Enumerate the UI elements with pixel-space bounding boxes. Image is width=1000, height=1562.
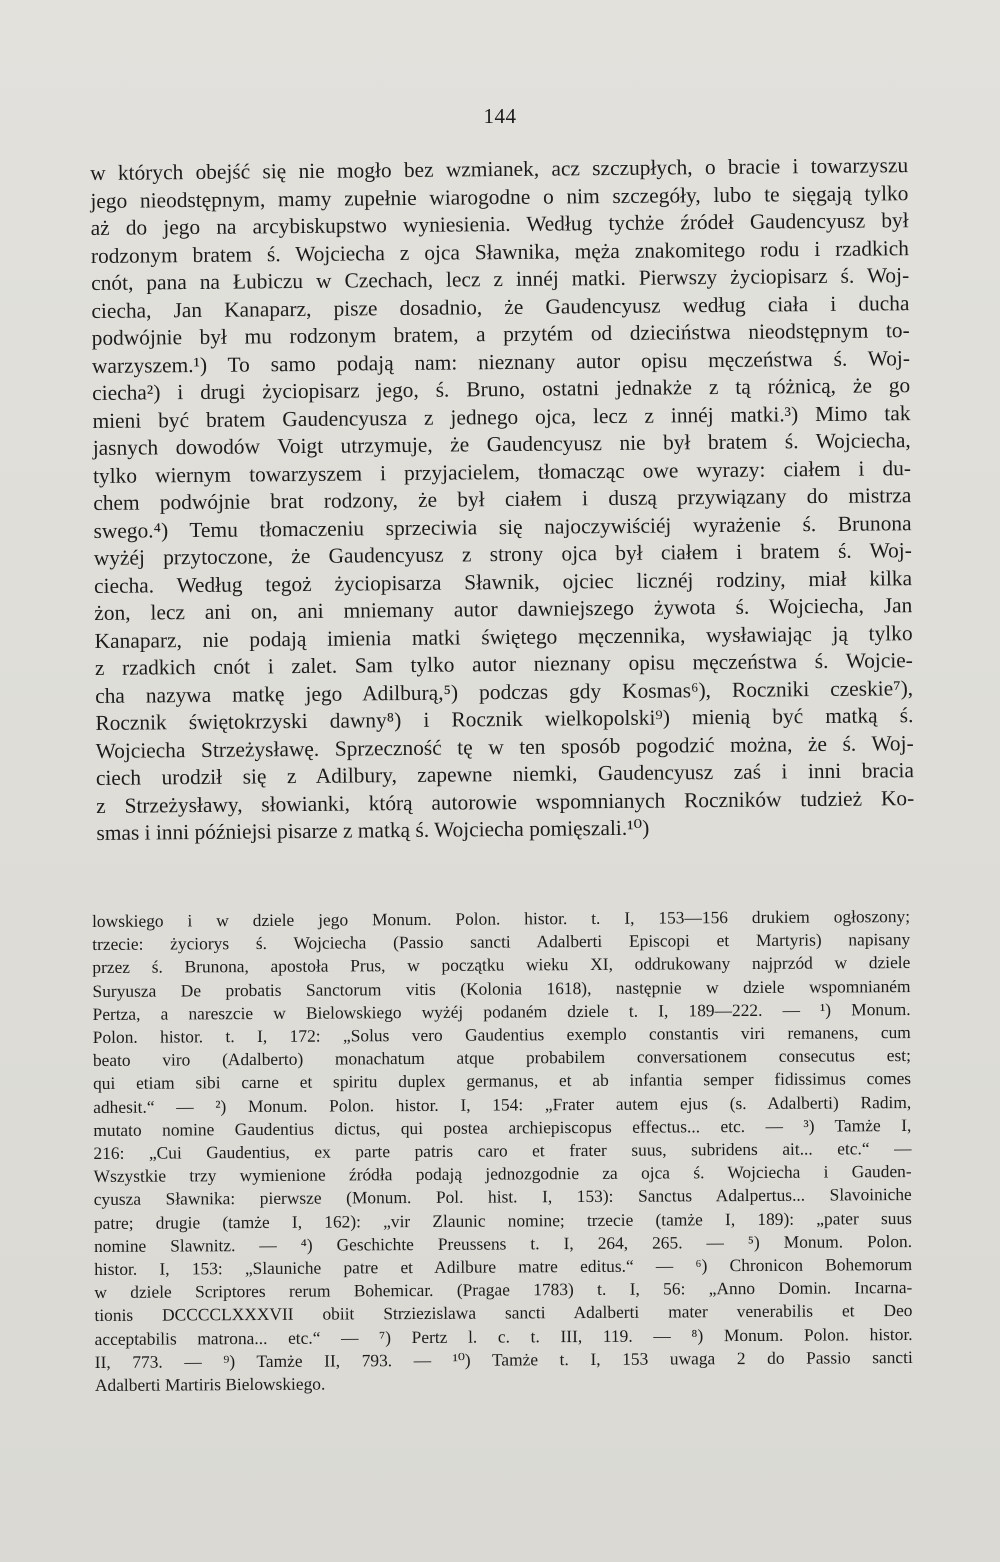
main-paragraph <box>90 152 915 847</box>
footnote-line: cyusza Sławnika: pierwsze (Monum. Pol. hist. I, 153): Sanctus Adalpertus... Slavoiniche <box>93 1184 912 1210</box>
footnote-line: mutato nomine Gaudentius dictus, qui postea archiepiscopus effectus... etc. — ³) Tamże I, <box>93 1114 912 1140</box>
body-line: rodzonym bratem ś. Wojciecha z ojca Sławnika, męża znakomitego rodu i rzadkich <box>90 235 909 268</box>
body-line: Kanaparz, nie podają imienia matki świętego męczennika, wysławiając ją tylko <box>94 620 913 653</box>
body-line: smas i inni późniejsi pisarze z matką ś. Wojciecha pomięszali.¹⁰) <box>96 815 650 845</box>
footnotes-paragraph <box>92 905 913 1397</box>
footnote-line: lowskiego i w dziele jego Monum. Polon. histor. t. I, 153—156 drukiem ogłoszony; <box>92 906 911 931</box>
footnote-line: nomine Slawnitz. — ⁴) Geschichte Preussens t. I, 264, 265. — ⁵) Monum. Polon. <box>93 1230 913 1256</box>
body-line: swego.⁴) Temu tłomaczeniu sprzeciwia się najoczywiściéj wyrażenie ś. Brunona <box>93 510 912 543</box>
footnote-line: II, 773. — ⁹) Tamże II, 793. — ¹⁰) Tamże t. I, 153 uwaga 2 do Passio sancti <box>94 1346 913 1372</box>
footnote-line: trzecie: życiorys ś. Wojciecha (Passio sancti Adalberti Episcopi et Martyris) napisany <box>92 929 911 955</box>
body-line: ciech urodził się z Adilbury, zapewne niemki, Gaudencyusz zaś i inni bracia <box>95 758 915 790</box>
body-line: jasnych dowodów Voigt utrzymuje, że Gaudencyusz nie był bratem ś. Wojciecha, <box>92 428 911 460</box>
footnote-line: Polon. histor. t. I, 172: „Solus vero Gaudentius exemplo constantis viri remanens, cum <box>92 1022 911 1048</box>
footnote-line: tionis DCCCCLXXXVII obiit Strziezislawa sancti Adalberti mater venerabilis et Deo <box>94 1300 913 1326</box>
footnote-line: adhesit.“ — ²) Monum. Polon. histor. I, 154: „Frater autem ejus (s. Adalberti) Radim, <box>93 1091 912 1117</box>
body-line: z rzadkich cnót i zalet. Sam tylko autor nieznany opisu męczeństwa ś. Wojcie- <box>94 648 913 680</box>
body-line: tylko wiernym towarzyszem i przyjacielem, tłomacząc owe wyrazy: ciałem i du- <box>92 455 912 488</box>
footnote-line: acceptabilis matrona... etc.“ — ⁷) Pertz l. c. t. III, 119. — ⁸) Monum. Polon. histor. <box>94 1323 913 1349</box>
footnote-line: patre; drugie (tamże I, 162): „vir Zlaunic nomine; trzecie (tamże I, 189): „pater suus <box>93 1207 912 1233</box>
body-line: cha nazywa matkę jego Adilburą,⁵) podczas gdy Kosmas⁶), Roczniki czeskie⁷), <box>95 675 914 708</box>
main-text-block <box>90 152 915 847</box>
footnote-line: histor. I, 153: „Slauniche patre et Adilbure matre editus.“ — ⁶) Chronicon Bohemorum <box>94 1254 913 1280</box>
body-line: ciecha, Jan Kanaparz, pisze dosadnio, że Gaudencyusz według ciała i ducha <box>91 290 910 323</box>
body-line: żon, lecz ani on, ani mniemany autor dawniejszego żywota ś. Wojciecha, Jan <box>94 593 913 625</box>
footnote-line: Suryusza De probatis Sanctorum vitis (Kolonia 1618), następnie w dziele wspomnianém <box>92 975 911 1001</box>
body-line: jego nieodstępnym, mamy zupełnie wiarogodne o nim szczegóły, lubo te sięgają tylko <box>90 180 909 213</box>
body-line: z Strzeżysławy, słowianki, którą autorowie wspomnianych Roczników tudzież Ko- <box>96 785 915 818</box>
footnote-line: w dziele Scriptores rerum Bohemicar. (Pragae 1783) t. I, 56: „Anno Domin. Incarna- <box>94 1277 913 1303</box>
page-number: 144 <box>483 104 517 128</box>
body-line: w których obejść się nie mogło bez wzmianek, acz szczupłych, o bracie i towarzyszu <box>90 153 909 185</box>
body-line: Rocznik świętokrzyski dawny⁸) i Rocznik wielkopolski⁹) mienią być matką ś. <box>95 703 914 735</box>
body-line: ciecha. Według tegoż życiopisarza Sławnik, ojciec licznéj rodziny, miał kilka <box>93 565 913 598</box>
body-line: cnót, pana na Łubiczu w Czechach, lecz z innéj matki. Pierwszy życiopisarz ś. Woj- <box>91 263 910 295</box>
body-line: warzyszem.¹) To samo podają nam: nieznany autor opisu męczeństwa ś. Woj- <box>91 345 911 378</box>
body-line: podwójnie był mu rodzonym bratem, a przytém od dzieciństwa nieodstępnym to- <box>91 318 910 350</box>
body-line: mieni być bratem Gaudencyusza z jednego ojca, lecz z innéj matki.³) Mimo tak <box>92 400 911 433</box>
footnotes-block <box>92 905 913 1397</box>
footnote-line: przez ś. Brunona, apostoła Prus, w początku wieku XI, oddrukowany najprzód w dziele <box>92 952 911 978</box>
footnote-line: Pertza, a nareszcie w Bielowskiego wyżéj podaném dziele t. I, 189—222. — ¹) Monum. <box>92 998 911 1024</box>
body-line: Wojciecha Strzeżysławę. Sprzeczność tę w ten sposób pogodzić można, że ś. Woj- <box>95 730 914 763</box>
footnote-line: beato viro (Adalberto) monachatum atque probabilem conversationem consecutus est; <box>92 1045 911 1071</box>
footnote-line: Adalberti Martiris Bielowskiego. <box>94 1373 326 1396</box>
footnote-line: qui etiam sibi carne et spiritu duplex germanus, et ab infantia semper fidissimus comes <box>92 1068 912 1094</box>
footnote-line: Wszystkie trzy wymienione źródła podają jednozgodnie za ojca ś. Wojciecha i Gauden- <box>93 1161 912 1187</box>
body-line: chem podwójnie brat rodzony, że był ciałem i duszą przywiązany do mistrza <box>93 483 912 515</box>
body-line: ciecha²) i drugi życiopisarz jego, ś. Bruno, ostatni jednakże z tą różnicą, że go <box>92 373 911 405</box>
body-line: aż do jego na arcybiskupstwo wyniesienia. Według tychże źródeł Gaudencyusz był <box>90 208 909 240</box>
footnote-line: 216: „Cui Gaudentius, ex parte patris caro et frater suus, subridens ait... etc.“ — <box>93 1138 912 1164</box>
body-line: wyżéj przytoczone, że Gaudencyusz z strony ojca był ciałem i bratem ś. Woj- <box>93 538 912 570</box>
